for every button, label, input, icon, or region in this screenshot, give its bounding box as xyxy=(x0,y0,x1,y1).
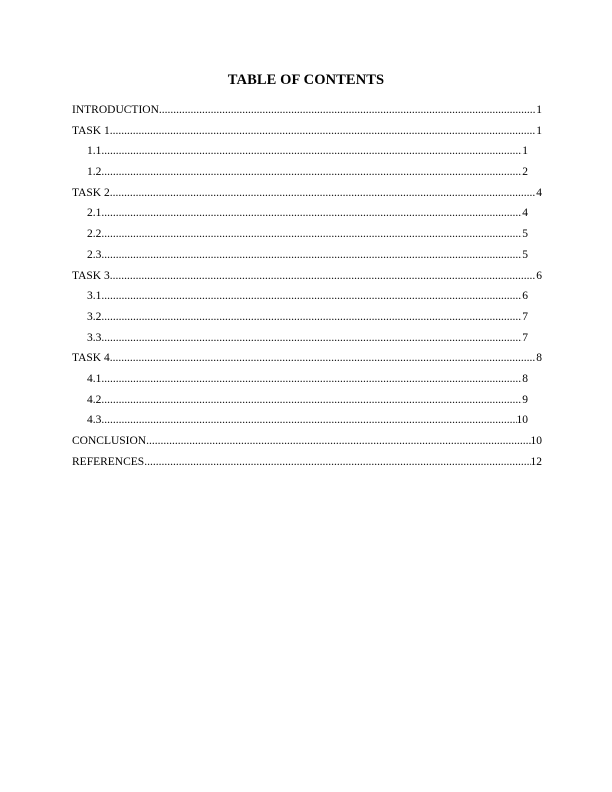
toc-entry-label: 1.2 xyxy=(87,166,102,179)
toc-subentry[interactable] xyxy=(87,307,528,328)
toc-subentry[interactable] xyxy=(87,286,528,307)
toc-entry[interactable] xyxy=(72,100,542,121)
toc-entry-page: 1 xyxy=(536,124,542,137)
toc-entry[interactable] xyxy=(72,431,542,452)
toc-list xyxy=(72,100,542,472)
toc-entry[interactable] xyxy=(72,348,542,369)
toc-entry-page: 4 xyxy=(522,207,528,220)
toc-entry-label: REFERENCES xyxy=(72,455,145,468)
toc-entry-label: INTRODUCTION xyxy=(72,104,159,116)
toc-entry-page: 7 xyxy=(522,310,528,323)
toc-entry-label: 3.1 xyxy=(87,290,102,303)
toc-entry-page: 9 xyxy=(522,393,528,406)
toc-entry-page: 6 xyxy=(522,290,528,303)
toc-subentry[interactable] xyxy=(87,162,528,183)
toc-entry-page: 5 xyxy=(522,228,528,241)
toc-entry-page: 12 xyxy=(530,455,542,468)
toc-dot-leader xyxy=(101,286,522,307)
toc-dot-leader xyxy=(146,431,530,452)
toc-subentry[interactable] xyxy=(87,410,528,431)
toc-entry-page: 1 xyxy=(522,145,528,158)
toc-subentry[interactable] xyxy=(87,224,528,245)
toc-subentry[interactable] xyxy=(87,203,528,224)
toc-entry-page: 10 xyxy=(516,414,528,427)
toc-entry-label: 2.1 xyxy=(87,207,102,220)
toc-subentry[interactable] xyxy=(87,328,528,349)
toc-dot-leader xyxy=(159,100,536,121)
toc-dot-leader xyxy=(101,328,522,349)
toc-subentry[interactable] xyxy=(87,141,528,162)
toc-dot-leader xyxy=(110,348,537,369)
toc-entry[interactable] xyxy=(72,452,542,473)
toc-entry-page: 5 xyxy=(522,248,528,261)
toc-entry-page: 8 xyxy=(522,372,528,385)
toc-entry-label: TASK 2 xyxy=(72,186,110,199)
toc-entry-label: 2.2 xyxy=(87,228,102,241)
toc-subentry[interactable] xyxy=(87,245,528,266)
toc-dot-leader xyxy=(101,203,522,224)
toc-dot-leader xyxy=(110,121,537,142)
toc-entry-label: 4.2 xyxy=(87,393,102,406)
toc-dot-leader xyxy=(101,390,522,411)
toc-entry-page: 4 xyxy=(536,186,542,199)
toc-entry-page: 7 xyxy=(522,331,528,344)
toc-dot-leader xyxy=(110,183,537,204)
toc-entry-label: CONCLUSION xyxy=(72,435,147,447)
toc-entry-label: TASK 1 xyxy=(72,124,110,137)
toc-entry-label: 4.3 xyxy=(87,414,102,427)
toc-dot-leader xyxy=(101,245,522,266)
toc-dot-leader xyxy=(101,307,522,328)
toc-dot-leader xyxy=(101,141,522,162)
toc-entry-page: 8 xyxy=(536,352,542,365)
toc-dot-leader xyxy=(101,410,516,431)
toc-entry-label: 3.3 xyxy=(87,331,102,344)
toc-entry-label: 4.1 xyxy=(87,372,102,385)
toc-entry-label: 3.2 xyxy=(87,310,102,323)
toc-entry[interactable] xyxy=(72,266,542,287)
toc-entry-page: 2 xyxy=(522,166,528,179)
page-title: TABLE OF CONTENTS xyxy=(227,72,385,88)
toc-entry[interactable] xyxy=(72,183,542,204)
toc-dot-leader xyxy=(101,162,522,183)
toc-dot-leader xyxy=(101,224,522,245)
toc-dot-leader xyxy=(110,266,537,287)
toc-entry[interactable] xyxy=(72,121,542,142)
toc-entry-label: 1.1 xyxy=(87,145,102,158)
toc-entry-label: TASK 3 xyxy=(72,269,110,282)
toc-entry-page: 6 xyxy=(536,269,542,282)
toc-subentry[interactable] xyxy=(87,390,528,411)
toc-entry-page: 10 xyxy=(530,435,542,447)
toc-entry-label: 2.3 xyxy=(87,248,102,261)
toc-entry-label: TASK 4 xyxy=(72,352,110,365)
toc-entry-page: 1 xyxy=(536,104,542,116)
toc-dot-leader xyxy=(101,369,522,390)
toc-subentry[interactable] xyxy=(87,369,528,390)
toc-dot-leader xyxy=(144,452,530,473)
